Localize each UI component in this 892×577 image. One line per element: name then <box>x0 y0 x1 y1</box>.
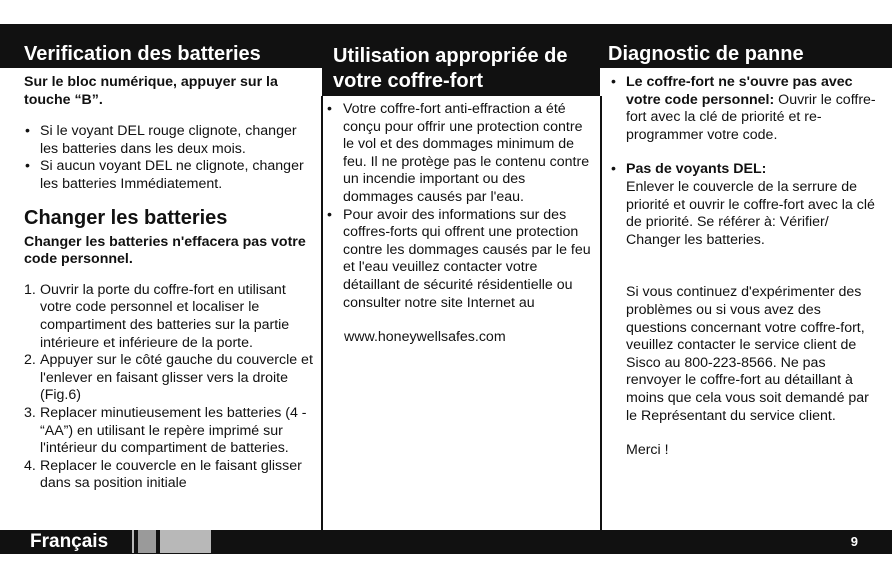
list-item: • Si aucun voyant DEL ne clignote, changer les batteries Immédiatement. <box>24 158 314 193</box>
column-divider-right <box>600 96 602 536</box>
check-batteries-instruction: Sur le bloc numérique, appuyer sur la touche “B”. <box>24 74 278 108</box>
column-1 <box>24 74 314 493</box>
safe-usage-list <box>327 101 595 312</box>
column-3 <box>610 74 878 460</box>
website-link[interactable]: www.honeywellsafes.com <box>344 329 506 346</box>
troubleshooting-list <box>610 74 878 249</box>
list-item: • Votre coffre-fort anti-effraction a été conçu pour offrir une protection contre le vol et des dommages minimum de feu. Il ne protège pas le contenu contre un incendie important ou des dommages causés par l'eau. <box>327 101 595 207</box>
list-item: • Le coffre-fort ne s'ouvre pas avec votre code personnel: Ouvrir le coffre-fort avec la clé de priorité et re-programmer votre code. <box>610 74 878 144</box>
footer-tab-divider <box>132 530 134 553</box>
change-batteries-steps <box>24 282 314 493</box>
support-paragraph: Si vous continuez d'expérimenter des problèmes ou si vous avez des questions concernant votre coffre-fort, veuillez contacter le service client de Sisco au 800-223-8566. Ne pas renvoyer le coffre-fort au détaillant à moins que cela vous soit demandé par le Représentant du service client. <box>626 284 869 424</box>
footer-tab-marker <box>160 530 211 553</box>
change-batteries-heading: Changer les batteries <box>24 206 228 229</box>
list-item: 2. Appuyer sur le côté gauche du couvercle et l'enlever en faisant glisser vers la droite (Fig.6) <box>24 352 313 404</box>
column-2 <box>327 101 595 347</box>
list-item: • Si le voyant DEL rouge clignote, changer les batteries dans les deux mois. <box>24 123 314 158</box>
page-number: 9 <box>850 534 858 549</box>
column-1-title: Verification des batteries <box>24 43 261 65</box>
column-divider-left <box>321 96 323 536</box>
footer-tab-marker <box>138 530 156 553</box>
column-3-title: Diagnostic de panne <box>608 43 804 65</box>
list-item: • Pour avoir des informations sur des coffres-forts qui offrent une protection contre les dommages causés par le feu et l'eau veuillez contacter votre détaillant de sécurité résidentielle ou consulter notre site Internet au <box>327 207 595 313</box>
list-item: 1. Ouvrir la porte du coffre-fort en utilisant votre code personnel et localiser le compartiment des batteries sur la partie intérieure et inférieure de la porte. <box>24 281 290 351</box>
list-item: 4. Replacer le couvercle en le faisant glisser dans sa position initiale <box>24 457 302 492</box>
thanks-text: Merci ! <box>626 442 669 459</box>
column-2-title: Utilisation appropriée de votre coffre-fort <box>333 45 568 92</box>
change-batteries-note: Changer les batteries n'effacera pas votre code personnel. <box>24 233 306 268</box>
list-item: • Pas de voyants DEL: Enlever le couvercle de la serrure de priorité et ouvrir le coffre-fort avec la clé de priorité. Se référer à: Vérifier/ Changer les batteries. <box>610 161 878 249</box>
list-item: 3. Replacer minutieusement les batteries (4 - “AA”) en utilisant le repère imprimé sur l'intérieur du compartiment de batteries. <box>24 404 307 457</box>
language-label: Français <box>30 531 109 552</box>
check-batteries-list <box>24 123 314 193</box>
